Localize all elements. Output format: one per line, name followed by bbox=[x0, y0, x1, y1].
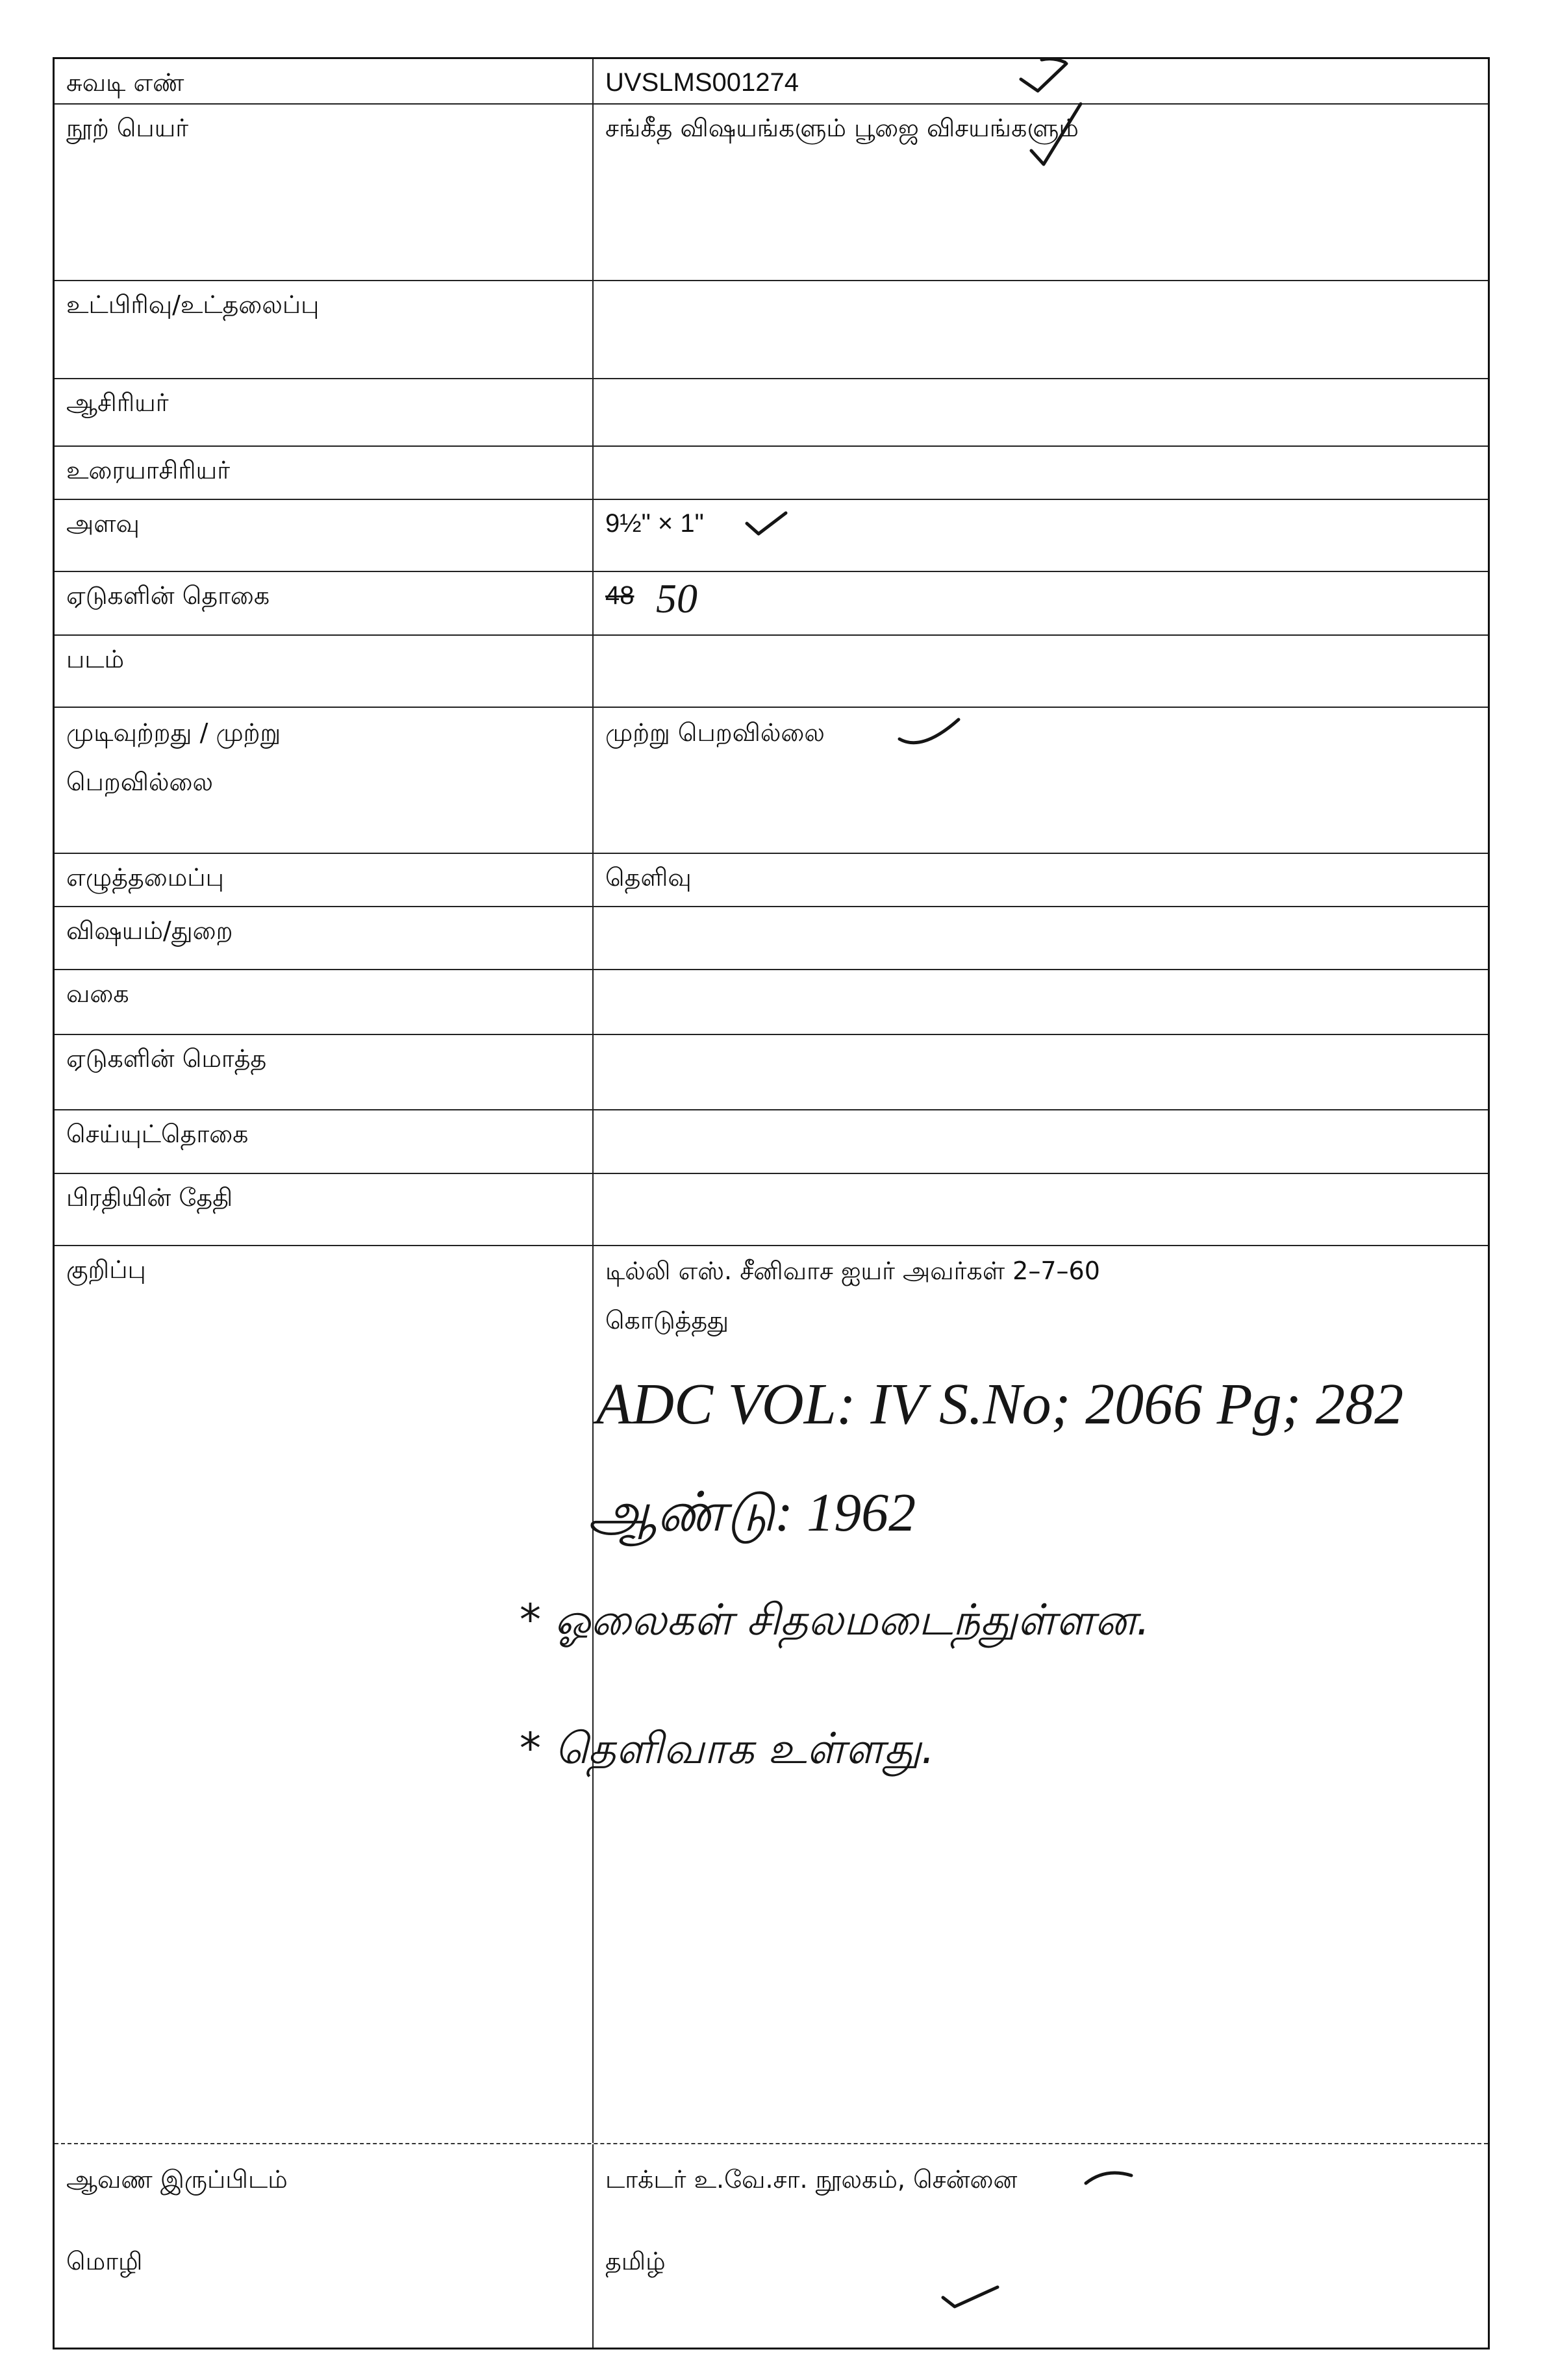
field-value: UVSLMS001274 bbox=[605, 68, 799, 97]
row-total-leaves bbox=[55, 1035, 1488, 1110]
field-label: ஏடுகளின் தொகை bbox=[55, 572, 594, 634]
field-value: தமிழ் bbox=[605, 2247, 666, 2275]
field-label bbox=[55, 708, 594, 853]
field-value: முற்று பெறவில்லை bbox=[605, 718, 825, 747]
field-value-empty bbox=[594, 1110, 1488, 1173]
row-document-location bbox=[55, 2144, 1488, 2220]
field-value-empty bbox=[594, 281, 1488, 378]
row-completion-status bbox=[55, 708, 1488, 854]
field-label: வகை bbox=[55, 970, 594, 1034]
handwritten-condition-note: * ஓலைகள் சிதலமடைந்துள்ளன. bbox=[520, 1595, 1150, 1645]
field-value-empty bbox=[594, 379, 1488, 445]
field-value: 9½" × 1" bbox=[605, 509, 704, 538]
field-label: எழுத்தமைப்பு bbox=[55, 854, 594, 906]
field-value-empty bbox=[594, 1174, 1488, 1245]
field-label: ஏடுகளின் மொத்த bbox=[55, 1035, 594, 1109]
field-label-line: பெறவில்லை bbox=[66, 768, 213, 796]
field-value: டாக்டர் உ.வே.சா. நூலகம், சென்னை bbox=[605, 2165, 1018, 2194]
field-value-empty bbox=[594, 447, 1488, 499]
field-label: நூற் பெயர் bbox=[55, 105, 594, 280]
field-label: சுவடி எண் bbox=[55, 59, 594, 103]
field-value-empty bbox=[594, 636, 1488, 707]
field-value-empty bbox=[594, 1035, 1488, 1109]
field-label: குறிப்பு bbox=[55, 1246, 594, 2143]
field-value-cell bbox=[594, 708, 1488, 853]
field-label: விஷயம்/துறை bbox=[55, 907, 594, 969]
note-typed-line: டில்லி எஸ். சீனிவாச ஐயர் அவர்கள் 2–7–60 bbox=[605, 1257, 1100, 1285]
row-copy-date bbox=[55, 1174, 1488, 1246]
note-typed-line: கொடுத்தது bbox=[605, 1306, 729, 1334]
row-size bbox=[55, 500, 1488, 572]
field-label: மொழி bbox=[55, 2220, 594, 2348]
row-language bbox=[55, 2220, 1488, 2348]
row-verse-count bbox=[55, 1110, 1488, 1174]
field-label: ஆவண இருப்பிடம் bbox=[55, 2144, 594, 2220]
row-category bbox=[55, 970, 1488, 1035]
row-book-title bbox=[55, 105, 1488, 281]
field-value-empty bbox=[594, 907, 1488, 969]
handwritten-clarity-note: * தெளிவாக உள்ளது. bbox=[520, 1723, 935, 1773]
row-subject bbox=[55, 907, 1488, 970]
field-label-line: முடிவுற்றது / முற்று bbox=[66, 718, 281, 747]
field-label: படம் bbox=[55, 636, 594, 707]
field-label: உட்பிரிவு/உட்தலைப்பு bbox=[55, 281, 594, 378]
field-label: உரையாசிரியர் bbox=[55, 447, 594, 499]
field-label: பிரதியின் தேதி bbox=[55, 1174, 594, 1245]
struck-leaf-count: 48 bbox=[605, 581, 634, 610]
handwritten-year-note: ஆண்டு: 1962 bbox=[588, 1483, 916, 1543]
field-label: ஆசிரியர் bbox=[55, 379, 594, 445]
field-value: சங்கீத விஷயங்களும் பூஜை விசயங்களும் bbox=[605, 114, 1079, 142]
row-illustration bbox=[55, 636, 1488, 708]
handwritten-reference-note: ADC VOL: IV S.No; 2066 Pg; 282 bbox=[596, 1372, 1404, 1436]
field-label: செய்யுட்தொகை bbox=[55, 1110, 594, 1173]
field-value-cell bbox=[594, 572, 1488, 634]
field-value: தெளிவு bbox=[605, 863, 692, 892]
row-manuscript-number bbox=[55, 59, 1488, 105]
handwritten-leaf-count: 50 bbox=[656, 575, 697, 621]
row-author bbox=[55, 379, 1488, 447]
row-leaf-count bbox=[55, 572, 1488, 636]
manuscript-catalog-form bbox=[53, 57, 1490, 2349]
row-script-clarity bbox=[55, 854, 1488, 907]
field-label: அளவு bbox=[55, 500, 594, 571]
field-value-empty bbox=[594, 970, 1488, 1034]
row-commentator bbox=[55, 447, 1488, 500]
row-subtitle bbox=[55, 281, 1488, 379]
